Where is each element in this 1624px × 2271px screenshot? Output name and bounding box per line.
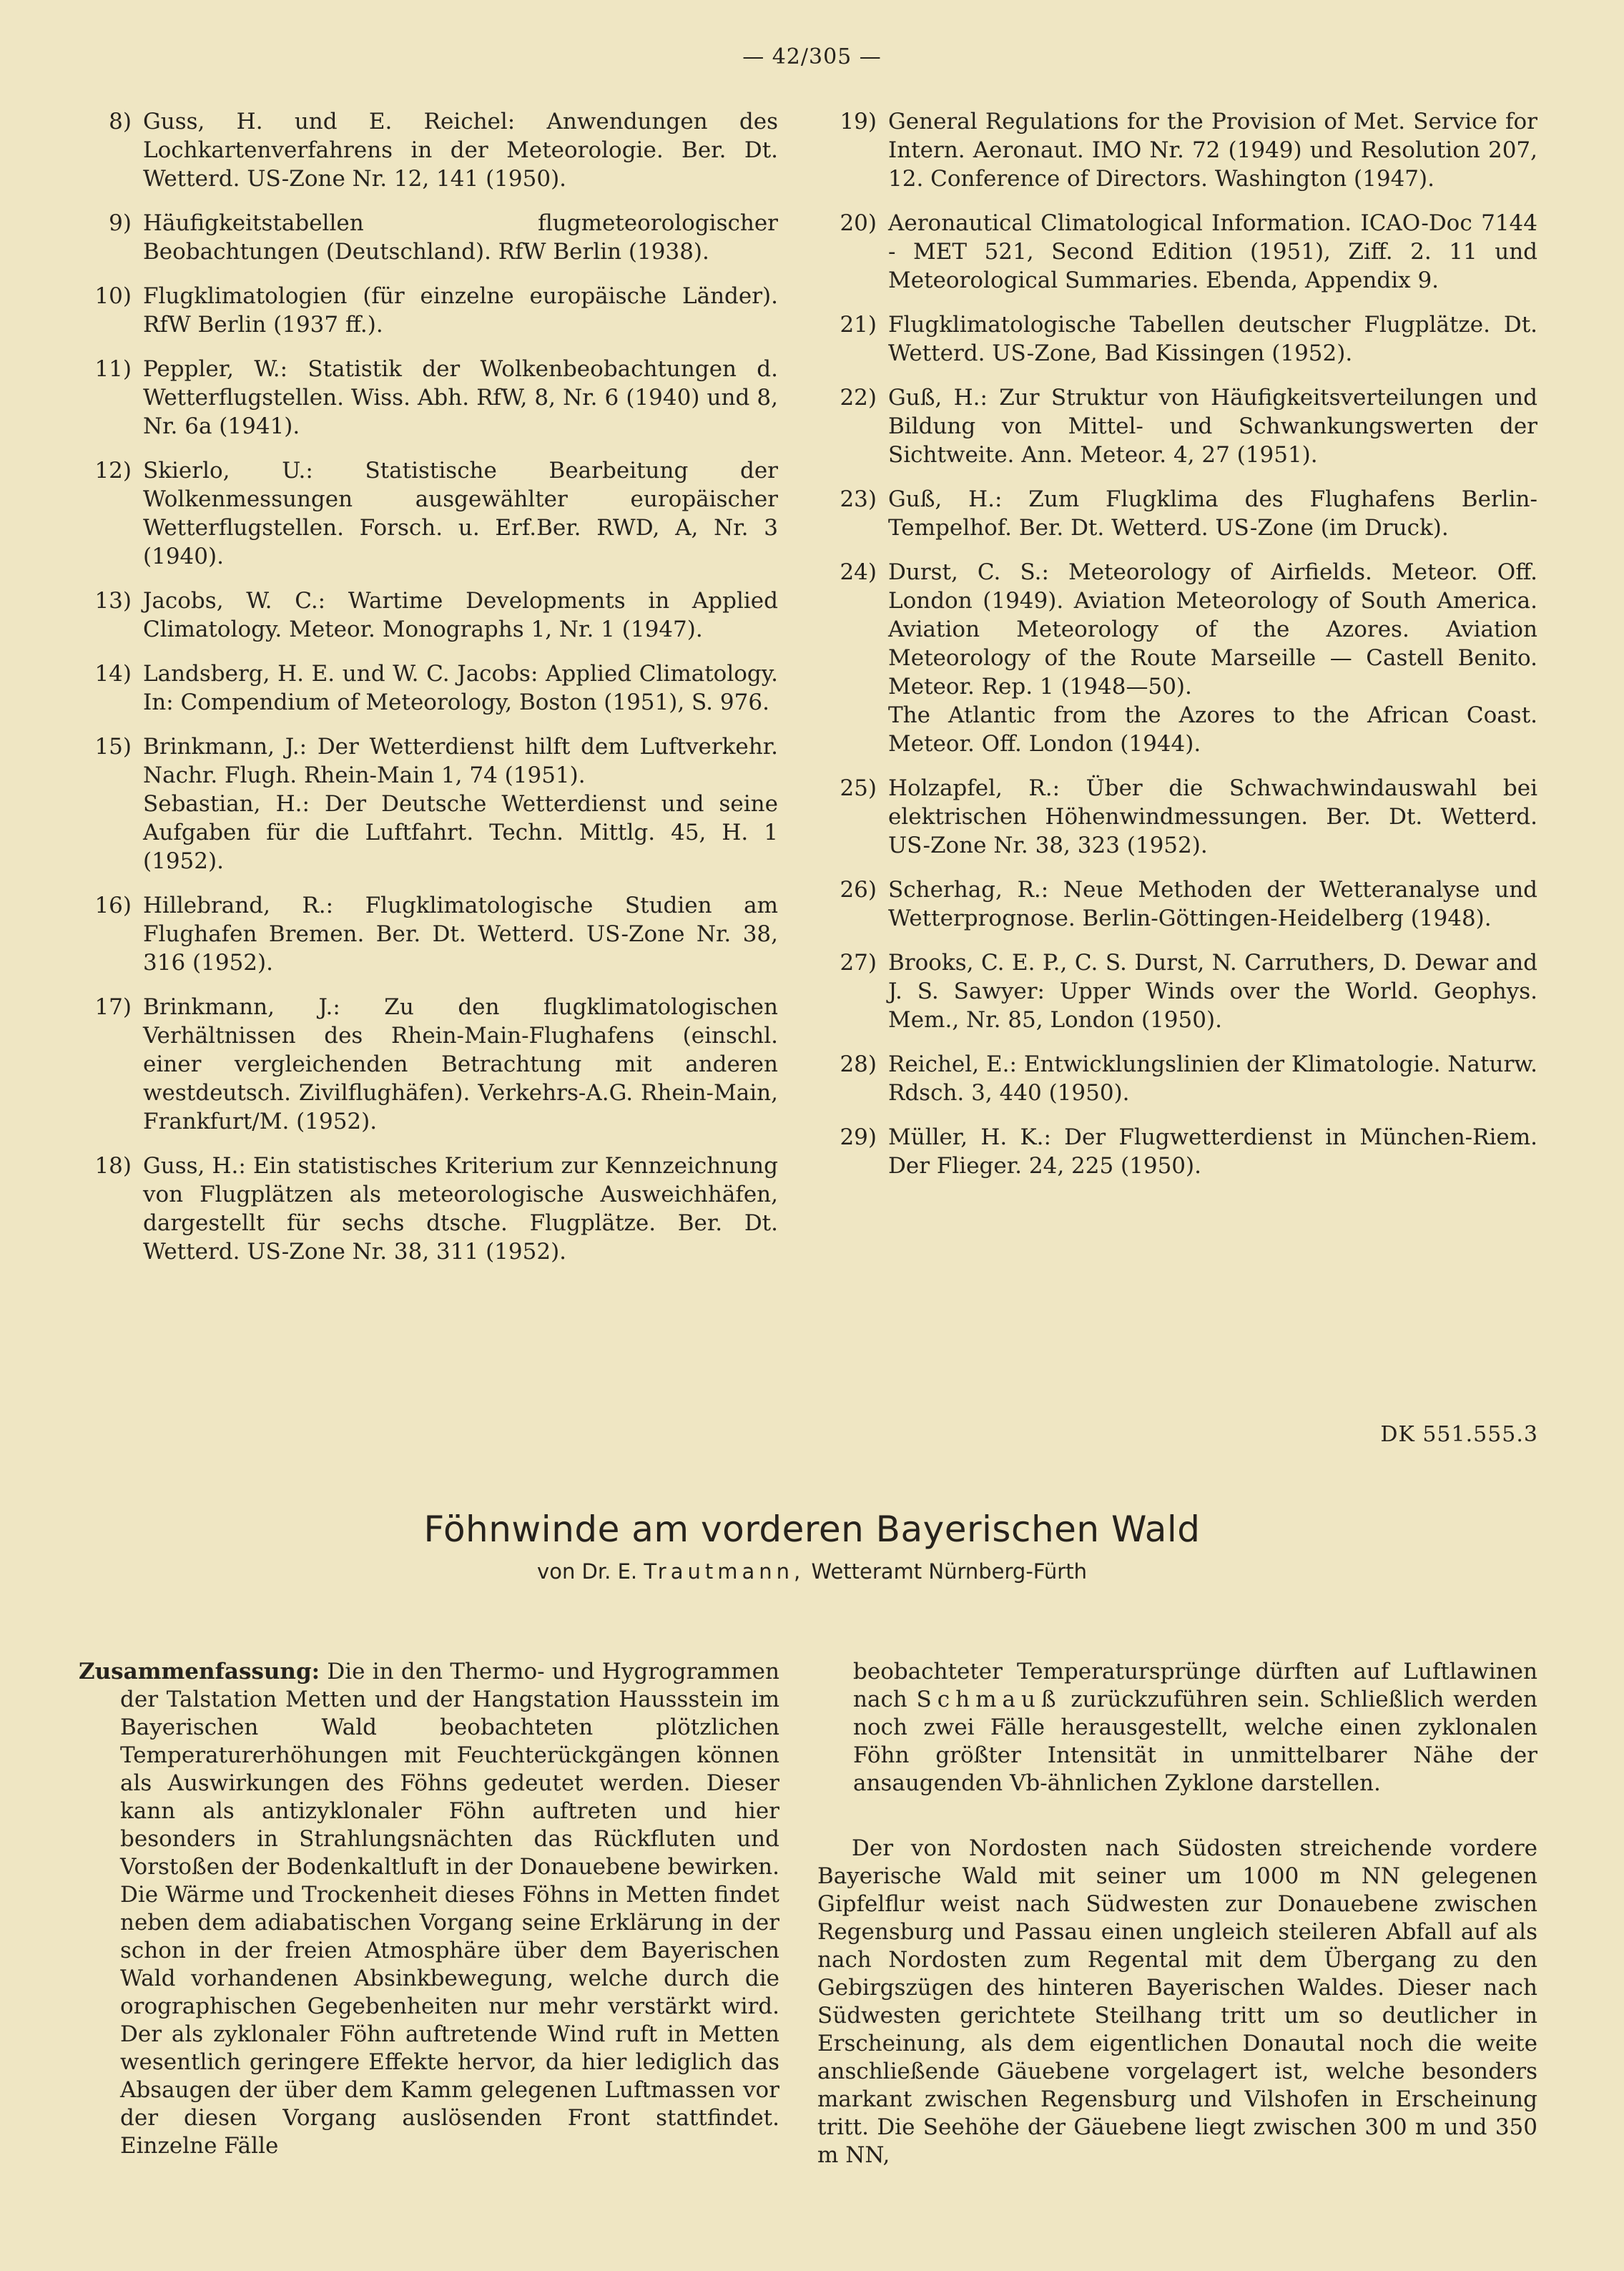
reference-text: [143, 107, 778, 193]
reference-citation: Häufigkeitstabellen flugmeteorologischer Beobachtungen (Deutschland). RfW Berlin (1938).: [143, 210, 778, 265]
reference-text: [143, 1152, 778, 1266]
abstract-label: Zusammenfassung:: [79, 1659, 320, 1684]
abstract-paragraph: [79, 1658, 779, 2160]
reference-item: [822, 209, 1537, 295]
reference-citation: Holzapfel, R.: Über die Schwachwindauswahl bei elektrischen Höhenwindmessungen. Ber. Dt. Wetterd. US-Zone Nr. 38, 323 (1952).: [888, 775, 1537, 858]
author-name: Trautmann,: [644, 1559, 805, 1584]
reference-number: 14): [94, 661, 132, 687]
reference-item: [77, 659, 778, 717]
abstract-continuation-a: beobachteter Temperatursprünge dürften auf Luftlawinen nach: [853, 1659, 1537, 1712]
reference-item: [77, 891, 778, 977]
abstract-text: Die in den Thermo- und Hygrogrammen der Talstation Metten und der Hangstation Haussstein im Bayerischen Wald beobachteten plötzlichen Temperaturerhöhungen mit Feuchterückgängen können als Auswirkungen des Föhns gedeutet werden. Dieser kann als antizyklonaler Föhn auftreten und hier besonders in Strahlungsnächten das Rückfluten und Vorstoßen der Bodenkaltluft in der Donauebene bewirken. Die Wärme und Trockenheit dieses Föhns in Metten findet neben dem adiabatischen Vorgang seine Erklärung in der schon in der freien Atmosphäre über dem Bayerischen Wald vorhandenen Absinkbewegung, welche durch die orographischen Gegebenheiten nur mehr verstärkt wird. Der als zyklonaler Föhn auftretende Wind ruft in Metten wesentlich geringere Effekte hervor, da hier lediglich das Absaugen der über dem Kamm gelegenen Luftmassen vor der diesen Vorgang auslösenden Front stattfindet. Einzelne Fälle: [120, 1659, 779, 2159]
abstract-continuation-b: zurückzuführen sein. Schließlich werden noch zwei Fälle herausgestellt, welche einen zyklonalen Föhn größter Intensität in unmittelbarer Nähe der ansaugenden Vb-ähnlichen Zyklone darstellen.: [853, 1687, 1537, 1796]
reference-text: [143, 993, 778, 1136]
reference-number: 20): [840, 210, 877, 236]
dk-classification: DK 551.555.3: [1380, 1422, 1538, 1447]
cited-author: Schmauß: [916, 1687, 1062, 1712]
reference-item: [77, 732, 778, 875]
reference-citation: Guß, H.: Zum Flugklima des Flughafens Berlin-Tempelhof. Ber. Dt. Wetterd. US-Zone (im Druck).: [888, 486, 1537, 541]
reference-text: [888, 875, 1537, 933]
reference-item: [822, 310, 1537, 368]
reference-text: [143, 355, 778, 441]
reference-item: [822, 1050, 1537, 1107]
reference-number: 16): [94, 893, 132, 918]
reference-text: [888, 948, 1537, 1034]
reference-number: 11): [94, 356, 132, 382]
reference-item: [822, 558, 1537, 758]
reference-citation: Jacobs, W. C.: Wartime Developments in Applied Climatology. Meteor. Monographs 1, Nr. 1 (1947).: [143, 588, 778, 642]
reference-number: 23): [840, 486, 877, 512]
reference-citation: Peppler, W.: Statistik der Wolkenbeobachtungen d. Wetterflugstellen. Wiss. Abh. RfW, 8, Nr. 6 (1940) und 8, Nr. 6a (1941).: [143, 356, 778, 439]
reference-item: [77, 1152, 778, 1266]
reference-citation: Guß, H.: Zur Struktur von Häufigkeitsverteilungen und Bildung von Mittel- und Schwankungswerten der Sichtweite. Ann. Meteor. 4, 27 (1951).: [888, 385, 1537, 468]
reference-citation: Landsberg, H. E. und W. C. Jacobs: Applied Climatology. In: Compendium of Meteorology, Boston (1951), S. 976.: [143, 661, 778, 715]
page-header: — 42/305 —: [742, 44, 882, 69]
reference-item: [77, 355, 778, 441]
reference-number: 18): [94, 1153, 132, 1179]
reference-text: [888, 310, 1537, 368]
reference-number: 24): [840, 559, 877, 585]
byline-prefix: von Dr. E.: [537, 1559, 638, 1584]
article-left-column: [79, 1658, 779, 2160]
reference-item: [822, 774, 1537, 860]
reference-number: 29): [840, 1124, 877, 1150]
reference-citation: Durst, C. S.: Meteorology of Airfields. Meteor. Off. London (1949). Aviation Meteorology of South America. Aviation Meteorology of the Azores. Aviation Meteorology of the Route Marseille — Castell Benito. Meteor. Rep. 1 (1948—50).: [888, 559, 1537, 700]
reference-item: [77, 209, 778, 266]
reference-text: [888, 1050, 1537, 1107]
reference-item: [822, 1123, 1537, 1180]
reference-text: [143, 209, 778, 266]
reference-text: [143, 282, 778, 339]
reference-text: [888, 1123, 1537, 1180]
reference-text: [888, 558, 1537, 758]
references-left-column: [77, 107, 778, 1282]
reference-text: [143, 456, 778, 571]
abstract-continuation: [847, 1658, 1537, 1797]
reference-number: 26): [840, 877, 877, 903]
reference-citation: The Atlantic from the Azores to the African Coast. Meteor. Off. London (1944).: [888, 702, 1537, 757]
reference-item: [77, 993, 778, 1136]
reference-citation: Hillebrand, R.: Flugklimatologische Studien am Flughafen Bremen. Ber. Dt. Wetterd. US-Zone Nr. 38, 316 (1952).: [143, 893, 778, 976]
author-affiliation: Wetteramt Nürnberg-Fürth: [811, 1559, 1087, 1584]
reference-number: 10): [94, 283, 132, 309]
body-paragraph: Der von Nordosten nach Südosten streichende vordere Bayerische Wald mit seiner um 1000 m NN gelegenen Gipfelflur weist nach Südwesten zur Donauebene zwischen Regensburg und Passau einen ungleich steileren Abfall auf als nach Nordosten zum Regental mit dem Übergang zu den Gebirgszügen des hinteren Bayerischen Waldes. Dieser nach Südwesten gerichtete Steilhang tritt um so deutlicher in Erscheinung, als dem eigentlichen Donautal noch die weite anschließende Gäuebene vorgelagert ist, welche besonders markant zwischen Regensburg und Vilshofen in Erscheinung tritt. Die Seehöhe der Gäuebene liegt zwischen 300 m und 350 m NN,: [817, 1835, 1537, 2168]
reference-number: 21): [840, 312, 877, 338]
reference-citation: Scherhag, R.: Neue Methoden der Wetteranalyse und Wetterprognose. Berlin-Göttingen-Heidelberg (1948).: [888, 877, 1537, 931]
reference-text: [143, 732, 778, 875]
reference-number: 12): [94, 458, 132, 484]
reference-number: 22): [840, 385, 877, 411]
reference-text: [143, 659, 778, 717]
reference-citation: Guss, H. und E. Reichel: Anwendungen des Lochkartenverfahrens in der Meteorologie. Ber. Dt. Wetterd. US-Zone Nr. 12, 141 (1950).: [143, 109, 778, 192]
reference-item: [77, 587, 778, 644]
reference-number: 8): [109, 109, 132, 134]
reference-text: [888, 383, 1537, 469]
reference-item: [822, 485, 1537, 542]
reference-item: [822, 107, 1537, 193]
reference-item: [822, 948, 1537, 1034]
reference-number: 28): [840, 1051, 877, 1077]
reference-number: 17): [94, 994, 132, 1020]
reference-text: [888, 107, 1537, 193]
reference-citation: General Regulations for the Provision of Met. Service for Intern. Aeronaut. IMO Nr. 72 (1949) und Resolution 207, 12. Conference of Directors. Washington (1947).: [888, 109, 1537, 192]
reference-number: 13): [94, 588, 132, 614]
reference-number: 19): [840, 109, 877, 134]
reference-text: [888, 485, 1537, 542]
reference-citation: Brinkmann, J.: Der Wetterdienst hilft dem Luftverkehr. Nachr. Flugh. Rhein-Main 1, 74 (1951).: [143, 734, 778, 788]
reference-citation: Brinkmann, J.: Zu den flugklimatologischen Verhältnissen des Rhein-Main-Flughafens (einschl. einer vergleichenden Betrachtung mit anderen westdeutsch. Zivilflughäfen). Verkehrs-A.G. Rhein-Main, Frankfurt/M. (1952).: [143, 994, 778, 1134]
reference-text: [143, 891, 778, 977]
reference-citation: Skierlo, U.: Statistische Bearbeitung der Wolkenmessungen ausgewählter europäischer Wetterflugstellen. Forsch. u. Erf.Ber. RWD, A, Nr. 3 (1940).: [143, 458, 778, 569]
reference-citation: Aeronautical Climatological Information. ICAO-Doc 7144 - MET 521, Second Edition (1951), Ziff. 2. 11 und Meteorological Summaries. Ebenda, Appendix 9.: [888, 210, 1537, 293]
reference-number: 9): [109, 210, 132, 236]
reference-number: 25): [840, 775, 877, 801]
article-title: Föhnwinde am vorderen Bayerischen Wald: [423, 1508, 1201, 1550]
reference-citation: Guss, H.: Ein statistisches Kriterium zur Kennzeichnung von Flugplätzen als meteorologische Ausweichhäfen, dargestellt für sechs dtsche. Flugplätze. Ber. Dt. Wetterd. US-Zone Nr. 38, 311 (1952).: [143, 1153, 778, 1265]
reference-item: [822, 383, 1537, 469]
reference-item: [822, 875, 1537, 933]
reference-number: 15): [94, 734, 132, 760]
reference-item: [77, 282, 778, 339]
reference-citation: Flugklimatologien (für einzelne europäische Länder). RfW Berlin (1937 ff.).: [143, 283, 778, 338]
reference-citation: Flugklimatologische Tabellen deutscher Flugplätze. Dt. Wetterd. US-Zone, Bad Kissingen (1952).: [888, 312, 1537, 366]
reference-text: [143, 587, 778, 644]
reference-text: [888, 774, 1537, 860]
reference-number: 27): [840, 950, 877, 976]
article-byline: [0, 1559, 1624, 1584]
article-right-column: [817, 1658, 1537, 2169]
reference-citation: Sebastian, H.: Der Deutsche Wetterdienst und seine Aufgaben für die Luftfahrt. Techn. Mittlg. 45, H. 1 (1952).: [143, 791, 778, 874]
reference-item: [77, 456, 778, 571]
reference-text: [888, 209, 1537, 295]
references-right-column: [822, 107, 1537, 1196]
reference-citation: Brooks, C. E. P., C. S. Durst, N. Carruthers, D. Dewar and J. S. Sawyer: Upper Winds over the World. Geophys. Mem., Nr. 85, London (1950).: [888, 950, 1537, 1033]
reference-citation: Müller, H. K.: Der Flugwetterdienst in München-Riem. Der Flieger. 24, 225 (1950).: [888, 1124, 1537, 1179]
reference-item: [77, 107, 778, 193]
reference-citation: Reichel, E.: Entwicklungslinien der Klimatologie. Naturw. Rdsch. 3, 440 (1950).: [888, 1051, 1537, 1106]
